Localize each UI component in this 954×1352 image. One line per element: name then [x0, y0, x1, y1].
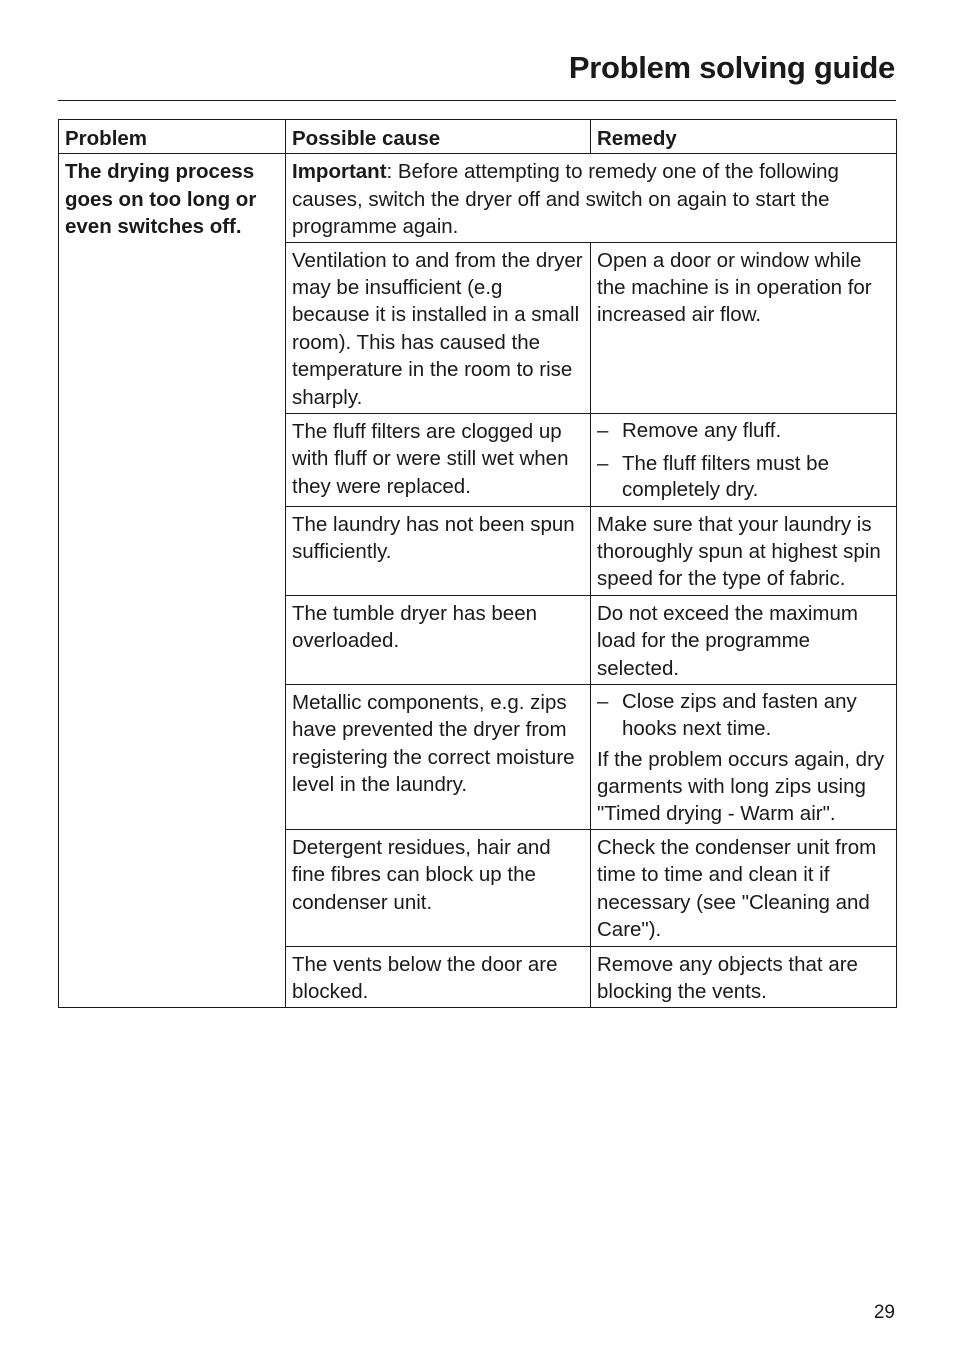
remedy-list-item: – Close zips and fasten any hooks next time.: [597, 690, 857, 740]
column-header-remedy: Remedy: [591, 120, 897, 154]
cause-cell: Detergent residues, hair and fine fibres can block up the condenser unit.: [286, 830, 591, 947]
remedy-cell: Do not exceed the maximum load for the programme selected.: [591, 595, 897, 684]
cause-cell: Metallic components, e.g. zips have prevented the dryer from registering the correct moisture level in the laundry.: [286, 685, 591, 830]
dash-bullet: –: [597, 451, 609, 475]
important-note-cell: [286, 154, 897, 242]
table-row-important: [59, 154, 897, 242]
remedy-cell: Check the condenser unit from time to time and clean it if necessary (see "Cleaning and Care").: [591, 830, 897, 947]
important-label: Important: [292, 160, 387, 184]
table-header-row: [59, 120, 897, 154]
remedy-list: [597, 689, 890, 742]
remedy-cell: Open a door or window while the machine is in operation for increased air flow.: [591, 242, 897, 413]
remedy-list-item: – Remove any fluff.: [597, 418, 890, 445]
column-header-possible-cause: Possible cause: [286, 120, 591, 154]
column-header-problem: Problem: [59, 120, 286, 154]
page-number: 29: [873, 1302, 895, 1323]
remedy-note: If the problem occurs again, dry garments with long zips using "Timed drying - Warm air".: [597, 748, 885, 825]
cause-cell: The tumble dryer has been overloaded.: [286, 595, 591, 684]
remedy-list-item: – The fluff filters must be completely dry.: [597, 451, 829, 502]
page-title: Problem solving guide: [568, 50, 895, 85]
title-divider: [58, 100, 896, 101]
cause-cell: Ventilation to and from the dryer may be insufficient (e.g because it is installed in a small room). This has caused the temperature in the room to rise sharply.: [286, 242, 591, 413]
problem-solving-table: [58, 119, 897, 1008]
cause-cell: The vents below the door are blocked.: [286, 946, 591, 1008]
remedy-cell: Remove any objects that are blocking the vents.: [591, 946, 897, 1008]
problem-cell: The drying process goes on too long or even switches off.: [59, 154, 286, 1008]
cause-cell: The laundry has not been spun sufficiently.: [286, 506, 591, 595]
remedy-cell: Make sure that your laundry is thoroughly spun at highest spin speed for the type of fabric.: [591, 506, 897, 595]
important-text: : Before attempting to remedy one of the following causes, switch the dryer off and switch on again to start the programme again.: [292, 160, 839, 239]
dash-bullet: –: [597, 419, 609, 443]
remedy-list: [597, 418, 890, 504]
cause-cell: The fluff filters are clogged up with fluff or were still wet when they were replaced.: [286, 414, 591, 507]
remedy-cell: [591, 414, 897, 507]
remedy-cell: [591, 685, 897, 830]
dash-bullet: –: [597, 690, 609, 713]
